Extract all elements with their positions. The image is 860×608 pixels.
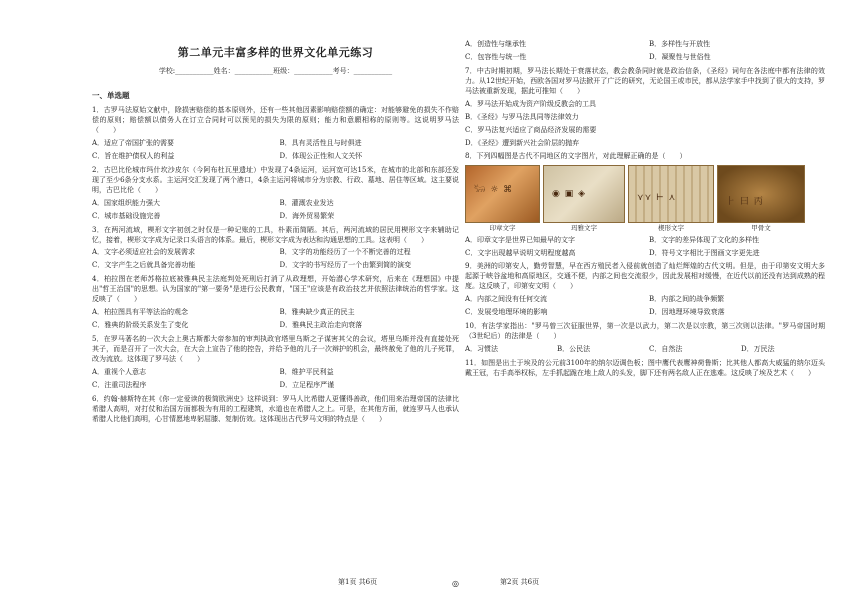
question-stem: 1．古罗马法原始文献中，除损害赔偿的基本原则外，还有一些其他因素影响赔偿额的确定：对能够避免的损失不作赔偿的原则；赔偿额以债务人在订立合同时可以预见的损失为限的原则；能力和意願相称的原则等。这说明罗马法（ ） [92,106,459,135]
script-glyphs: ⺊ 曰 丙 [726,197,764,208]
question-stem: 7．中古时期初期，罗马法长期处于衰落状态，教会教条同时就是政治信条，《圣经》词句在各法庭中都有法律的效力。从12世纪开始，西欧各国对罗马法掀开了广泛的研究，无论国王或市民，都从法学家手中找到了很大的支持，罗马法被重新发现，据此可推知（ ） [465,66,825,95]
question-stem: 5．在罗马著名的一次大会上奥古斯都大帝参加的审判执政官塔里乌斯之子谋害其父的会议，塔里乌斯并没有直接处死其子，而是召开了一次大会，在大会上宣告了他的控告，并给予他的儿子一次辩护的机会，最终赦免了他的儿子死罪，改为流放。这体现了罗马法（ ） [92,335,459,363]
option: A．创造性与继承性 [465,40,527,48]
script-glyphs: ⋎⋎ ⊢ ⋏ [637,193,677,204]
option: B．文字的差异体现了文化的多样性 [649,235,760,244]
option: B．文字的功能经历了一个不断完善的过程 [279,248,411,257]
option: C．雅典的阶级关系发生了变化 [92,321,189,330]
script-figure [543,165,625,233]
option: D．符号文字相比于图画文字更先进 [649,248,760,257]
question-options [465,100,825,149]
page-number-right: 第2页 共6页 [500,578,540,586]
script-image [717,165,805,223]
question-options [465,236,825,259]
option: C．旨在维护债权人的利益 [92,151,175,160]
right-column [465,40,825,608]
option: C．自然法 [649,345,683,354]
binding-mark-icon: ◎ [452,579,459,588]
page-title: 第二单元丰富多样的世界文化单元练习 [177,46,374,59]
option: A．重视个人意志 [92,367,147,376]
script-figure [465,165,540,233]
option: D．雅典民主政治走向衰落 [279,321,363,330]
option: A．罗马法开始成为资产阶级反教会的工具 [465,99,597,108]
option: C．城市基础设施完善 [92,211,161,220]
option: D．立足程序严谨 [279,380,335,389]
question-stem: 2．古巴比伦城市玛什坎沙皮尔（今阿布杜瓦里遗址）中发现了4条运河，运河宽可达15米，在城市的北部和东部还发现了至少6条分支水系。主运河交汇发现了两个港口，4条主运河将城市分为宗教、行政、墓地、居住等区域。这主要说明，古巴比伦（ ） [92,165,459,194]
option: B．内部之间的战争频繁 [649,295,725,304]
figure-caption: 甲骨文 [751,224,771,233]
student-info-line: 学校:___________姓名：___________班级：___________考号：___________ [158,66,393,75]
question-stem: 3．在两河流域，楔形文字初创之时仅是一种记账的工具，朴素而简陋。其后，两河流域的居民用楔形文字来辅助记忆，接着，楔形文字成为记录口头语言的体系。最后，楔形文字成为表达和沟通思想的工具。这表明（ ） [92,225,459,244]
option: B．雅典缺少真正的民主 [279,308,355,317]
script-figure-row [465,165,825,233]
left-column [92,45,459,608]
question-6-options [465,40,825,63]
script-glyphs: ◉ ▣ ◈ [552,189,586,200]
question-options [92,199,459,222]
option: C．罗马法复兴适应了商品经济发展的需要 [465,125,597,134]
question-stem: 10．有法学家指出："罗马曾三次征服世界，第一次是以武力，第二次是以宗教，第三次则以法律。"罗马帝国时期（3世纪后）的法律是（ ） [465,322,825,341]
question-stem: 4．柏拉图在老师苏格拉底被雅典民主法庭判处死刑后打消了从政理想，开始潜心学术研究，后来在《理想国》中提出"哲王治国"的思想。认为国家的"第一要务"是进行公民教育，"国王"应该是有政治技艺并依照法律统治的哲学家。这反映了（ ） [92,275,459,304]
script-figure [628,165,714,233]
option: C．注重司法程序 [92,380,147,389]
script-image [543,165,625,223]
option: A．文字必须适应社会的发展需求 [92,248,196,257]
option: D．因地理环境导致衰落 [649,308,725,317]
option: C．发展受地理环境的影响 [465,308,548,317]
option: A．内部之间没有任何交流 [465,295,548,304]
option: D．《圣经》遭到新兴社会阶层的抛弃 [465,138,580,147]
option: B．公民法 [557,345,591,354]
question-stem: 9．美洲的印第安人，勤劳智慧，早在西方殖民者入侵前就创造了灿烂辉煌的古代文明。但是，由于印第安文明大多起源于峡谷盆地和高原地区，交通不便，内部之间也交流很少，因此发展相对缓慢，在近代以前还没有达到成熟的程度。这反映了，印第安文明（ ） [465,262,825,291]
section-heading: 一、单选题 [92,90,130,100]
option: D．体现公正性和人文关怀 [279,151,363,160]
question-options [92,308,459,331]
option: B．《圣经》与罗马法具同等法律效力 [465,112,579,121]
figure-caption: 楔形文字 [658,224,684,233]
option: B．多样性与开放性 [649,40,711,48]
figure-caption: 玛雅文字 [571,224,597,233]
option: D．凝聚性与世俗性 [649,52,711,61]
left-question-list [92,106,459,424]
option: A．国家组织能力强大 [92,198,161,207]
page-number-left: 第1页 共6页 [338,578,378,586]
option: D．万民法 [741,345,775,354]
option: A．印章文字是世界已知最早的文字 [465,235,576,244]
question-stem: 8．下列四幅图是古代不同地区的文字图片，对此理解正确的是（ ） [465,152,687,161]
script-image [628,165,714,223]
option: C．文字出现越早说明文明程度越高 [465,248,576,257]
option: B．灌溉农业发达 [279,198,334,207]
option: A．柏拉图具有平等法治的观念 [92,308,189,317]
option: B．维护平民利益 [279,367,334,376]
option: C．包容性与统一性 [465,52,527,61]
option: B．具有灵活性且与时俱进 [279,139,362,147]
script-image [465,165,540,223]
question-options [465,345,825,355]
right-question-list [465,67,825,379]
figure-caption: 印章文字 [489,224,516,233]
option: D．文字的书写经历了一个由繁到简的演变 [279,261,412,270]
option: C．文字产生之后就具备完善功能 [92,261,196,270]
question-options [92,248,459,271]
question-options [92,139,459,162]
question-stem: 11．如图是出土于埃及的公元前3100年的纳尔迈调色板；图中鹰代表鹰神荷鲁斯；比其他人都高大威猛的纳尔迈头戴王冠，右手高举权标，左手抓起跪在地上敌人的头发，脚下还有两名敌人正在逃难。这反映了埃及艺术（ ） [465,358,825,377]
option: D．海外贸易繁荣 [279,211,335,220]
question-options [92,368,459,391]
script-glyphs: 𓃒 ☼ ⌘ [474,185,514,196]
option: A．习惯法 [465,345,499,354]
option: A．适应了帝国扩张的需要 [92,139,175,147]
question-stem: 6．约翰·赫斯特在其《你一定爱读的极简欧洲史》这样说到：罗马人比希腊人更懂得善政，他们用来治理帝国的法律比希腊人高明，对打仗和治国方面都极为有用的工程建筑，水道也在希腊人之上。可是，在其他方面，就连罗马人也承认希腊人比他们高明，心甘情愿地卑躬屈膝、复制仿效。这体现出古代罗马文明的特点是（ ） [92,394,459,423]
script-figure [717,165,805,233]
question-options [465,295,825,318]
